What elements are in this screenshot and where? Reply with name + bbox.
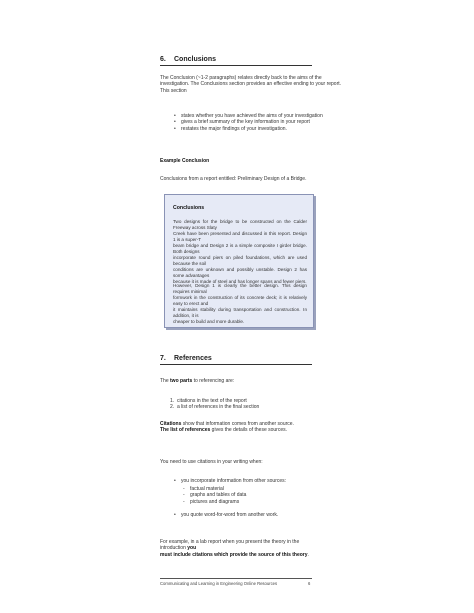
list-item: • gives a brief summary of the key information in your report	[174, 119, 310, 126]
citations-definition: Citations show that information comes from another source. The list of references gives the details of these sources.	[160, 421, 294, 434]
list-item: • you quote word-for-word from another work.	[174, 512, 279, 518]
citation-sub-list	[183, 486, 246, 505]
list-item: 1. citations in the text of the report	[170, 398, 247, 404]
box-heading: Conclusions	[173, 205, 205, 211]
example-heading: Example Conclusion	[160, 158, 210, 164]
section-6-number: 6.	[160, 56, 166, 63]
footer-divider	[160, 578, 312, 579]
citation-when-list-2	[174, 512, 278, 518]
list-item: • restates the major findings of your investigation.	[174, 125, 287, 132]
section-6-title: Conclusions	[174, 56, 217, 63]
intro-line: This section	[160, 87, 187, 94]
intro-line: The Conclusion (~1-2 paragraphs) relates directly back to the aims of the	[160, 75, 322, 81]
list-item: - graphs and tables of data	[183, 492, 247, 499]
conclusion-bullet-list	[174, 113, 323, 132]
citation-need-line: You need to use citations in your writing when:	[160, 459, 263, 465]
references-numbered-list	[170, 398, 259, 411]
list-item: - factual material	[183, 486, 224, 492]
box-paragraph-1: Two designs for the bridge to be constructed on the Calder Freeway across Slaty Creek have been presented and discussed in this report. Design 1 is a super-T beam bridge and Design 2 is a simple composite I girder bridge. Both designs incorporate round piers on piled foundations, which are used because the soil conditions are unknown and possibly unstable. Design 2 has some advantages because it is made of steel and has longer spans and fewer piers.	[173, 219, 307, 284]
intro-line: investigation. The Conclusions section provides an effective ending to your report.	[160, 81, 342, 88]
page-number: 6	[308, 581, 311, 586]
section-6-heading	[160, 56, 312, 66]
list-item: 2. a list of references in the final section	[170, 404, 260, 411]
example-conclusion-box	[164, 194, 314, 328]
section-6-intro	[160, 75, 341, 94]
list-item: - pictures and diagrams	[183, 498, 240, 505]
footer-source: Communicating and Learning in Engineering Online Resources	[160, 581, 278, 586]
citation-when-list	[174, 478, 286, 484]
example-intro: Conclusions from a report entitled: Preliminary Design of a Bridge.	[160, 176, 307, 182]
section-7-heading	[160, 355, 312, 365]
section-7-title: References	[174, 355, 212, 362]
section-7-number: 7.	[160, 355, 166, 362]
references-parts-line: The two parts to referencing are:	[160, 378, 235, 384]
box-paragraph-2: However, Design 1 is clearly the better design. This design requires minimal formwork in the construction of its concrete deck; it is relatively easy to erect and it maintains stability during transportation and construction. In addition, it is cheaper to build and more durable.	[173, 283, 307, 324]
list-item: • you incorporate information from other sources:	[174, 478, 287, 484]
final-example-paragraph: For example, in a lab report when you present the theory in the introduction you must include citations which provide the source of this theory.	[160, 539, 309, 558]
list-item: • states whether you have achieved the aims of your investigation	[174, 113, 323, 119]
